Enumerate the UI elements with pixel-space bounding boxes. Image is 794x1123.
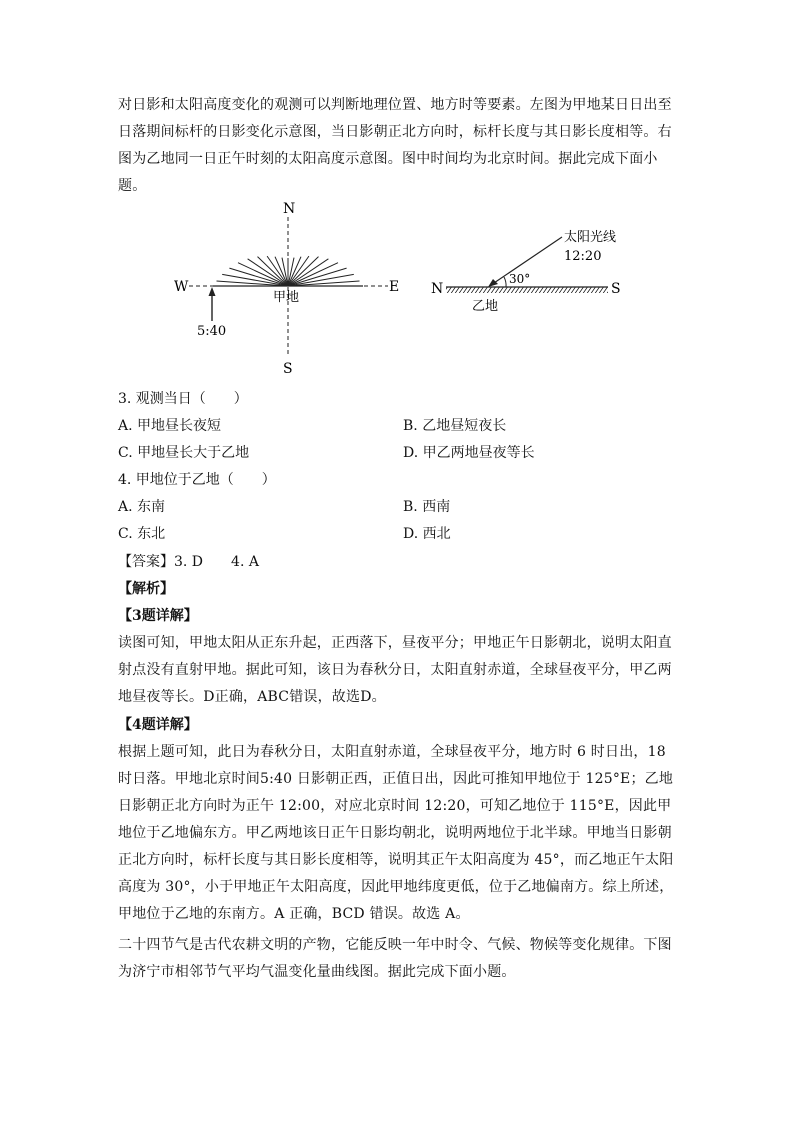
q3-option-b[interactable]: B. 乙地昼短夜长 (403, 418, 507, 434)
q3-detail-paragraph: 读图可知，甲地太阳从正东升起，正西落下，昼夜平分；甲地正午日影朝北，说明太阳直射点没有直射甲地。据此可知，该日为春秋分日，太阳直射赤道，全球昼夜平分，甲乙两地昼夜等长。D正确，ABC错误，故选D。 (118, 635, 672, 705)
next-intro-paragraph: 二十四节气是古代农耕文明的产物，它能反映一年中时令、气候、物候等变化规律。下图为济宁市相邻节气平均气温变化量曲线图。据此完成下面小题。 (118, 937, 672, 980)
south-label-right: S (611, 281, 621, 297)
shadow-ray (288, 263, 338, 286)
answer-line: 【答案】3. D 4. A (118, 554, 259, 570)
place-label-jia: 甲地 (273, 290, 300, 305)
figure-right-sun-altitude-diagram (428, 222, 638, 317)
intro-paragraph: 对日影和太阳高度变化的观测可以判断地理位置、地方时等要素。左图为甲地某日日出至日落期间标杆的日影变化示意图，当日影朝正北方向时，标杆长度与其日影长度相等。右图为乙地同一日正午时刻的太阳高度示意图。图中时间均为北京时间。据此完成下面小题。 (118, 97, 672, 194)
place-label-yi: 乙地 (472, 299, 499, 314)
north-label: N (283, 201, 296, 217)
time-label-540: 5:40 (197, 324, 227, 339)
q3-option-c[interactable]: C. 甲地昼长大于乙地 (118, 445, 250, 461)
time-label-1220: 12:20 (564, 249, 602, 264)
sunlight-label: 太阳光线 (564, 230, 617, 245)
q4-option-a[interactable]: A. 东南 (118, 499, 166, 515)
shadow-ray (238, 263, 288, 286)
south-label: S (283, 361, 293, 377)
q4-stem: 4. 甲地位于乙地（ ） (118, 472, 276, 488)
figure-left-shadow-diagram (165, 195, 405, 380)
shadow-ray (288, 281, 360, 286)
west-label: W (174, 279, 189, 295)
q4-option-c[interactable]: C. 东北 (118, 526, 166, 542)
q4-option-b[interactable]: B. 西南 (403, 499, 451, 515)
angle-label: 30° (509, 272, 531, 286)
q3-stem: 3. 观测当日（ ） (118, 391, 248, 407)
q3-detail-label: 【3题详解】 (118, 608, 198, 624)
shadow-ray (217, 281, 289, 286)
q4-option-d[interactable]: D. 西北 (403, 526, 451, 542)
analysis-label: 【解析】 (118, 581, 174, 597)
q4-detail-paragraph: 根据上题可知，此日为春秋分日，太阳直射赤道，全球昼夜平分，地方时 6 时日出，18 时日落。甲地北京时间5:40 日影朝正西，正值日出，因此可推知甲地位于 125°E；乙地日影朝正北方向时为正午 12:00，对应北京时间 12:20，可知乙地位于 115°E，因此甲地位于乙地偏东方。甲乙两地该日正午日影均朝北，说明两地位于北半球。甲地当日影朝正北方向时，标杆长度与其日影长度相等，说明其正午太阳高度为 45°，而乙地正午太阳高度为 30°，小于甲地正午太阳高度，因此甲地纬度更低，位于乙地偏南方。综上所述，甲地位于乙地的东南方。A 正确，BCD 错误。故选 A。 (118, 744, 674, 922)
ground-hatching (446, 287, 608, 293)
east-label: E (389, 279, 400, 295)
q3-option-a[interactable]: A. 甲地昼长夜短 (118, 418, 222, 434)
north-label-right: N (431, 281, 444, 297)
q4-detail-label: 【4题详解】 (118, 717, 198, 733)
q3-option-d[interactable]: D. 甲乙两地昼夜等长 (403, 445, 535, 461)
